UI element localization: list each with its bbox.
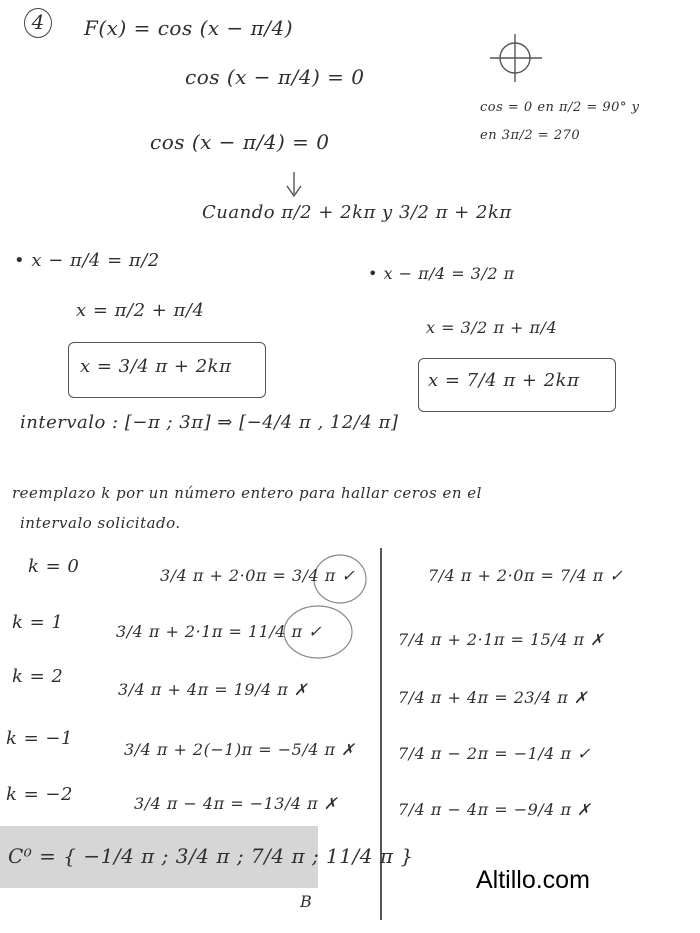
note-zero-at-90: cos = 0 en π/2 = 90° y xyxy=(480,100,640,115)
left-substitution: 3/4 π + 2·0π = 3/4 π ✓ xyxy=(160,566,356,585)
right-substitution: 7/4 π − 4π = −9/4 π ✗ xyxy=(398,800,591,819)
when-condition: Cuando π/2 + 2kπ y 3/2 π + 2kπ xyxy=(202,202,512,223)
right-step-1: • x − π/4 = 3/2 π xyxy=(368,264,515,283)
watermark: Altillo.com xyxy=(476,866,590,894)
k-value: k = 0 xyxy=(28,556,80,577)
right-substitution: 7/4 π + 4π = 23/4 π ✗ xyxy=(398,688,588,707)
problem-number: 4 xyxy=(24,8,52,38)
right-substitution: 7/4 π − 2π = −1/4 π ✓ xyxy=(398,744,591,763)
k-value: k = 2 xyxy=(12,666,64,687)
left-substitution: 3/4 π + 2(−1)π = −5/4 π ✗ xyxy=(124,740,356,759)
cos-equation: cos (x − π/4) = 0 xyxy=(185,65,365,89)
right-result: x = 7/4 π + 2kπ xyxy=(428,370,580,391)
instruction-line-2: intervalo solicitado. xyxy=(20,514,181,532)
left-step-2: x = π/2 + π/4 xyxy=(76,300,205,321)
zero-set-conclusion: C⁰ = { −1/4 π ; 3/4 π ; 7/4 π ; 11/4 π } xyxy=(8,844,414,868)
left-substitution: 3/4 π + 4π = 19/4 π ✗ xyxy=(118,680,308,699)
left-substitution: 3/4 π − 4π = −13/4 π ✗ xyxy=(134,794,338,813)
right-step-2: x = 3/2 π + π/4 xyxy=(426,318,558,337)
left-result: x = 3/4 π + 2kπ xyxy=(80,356,232,377)
interval-line: intervalo : [−π ; 3π] ⇒ [−4/4 π , 12/4 π] xyxy=(20,412,399,433)
function-definition: F(x) = cos (x − π/4) xyxy=(84,16,294,40)
cos-equation-repeat: cos (x − π/4) = 0 xyxy=(150,130,330,154)
right-substitution: 7/4 π + 2·1π = 15/4 π ✗ xyxy=(398,630,604,649)
note-zero-at-270: en 3π/2 = 270 xyxy=(480,128,581,143)
grader-mark: B xyxy=(300,892,313,911)
k-value: k = 1 xyxy=(12,612,64,633)
right-substitution: 7/4 π + 2·0π = 7/4 π ✓ xyxy=(428,566,624,585)
k-value: k = −2 xyxy=(6,784,73,805)
k-value: k = −1 xyxy=(6,728,73,749)
left-step-1: • x − π/4 = π/2 xyxy=(14,250,160,271)
instruction-line-1: reemplazo k por un número entero para hallar ceros en el xyxy=(12,484,482,502)
left-substitution: 3/4 π + 2·1π = 11/4 π ✓ xyxy=(116,622,322,641)
